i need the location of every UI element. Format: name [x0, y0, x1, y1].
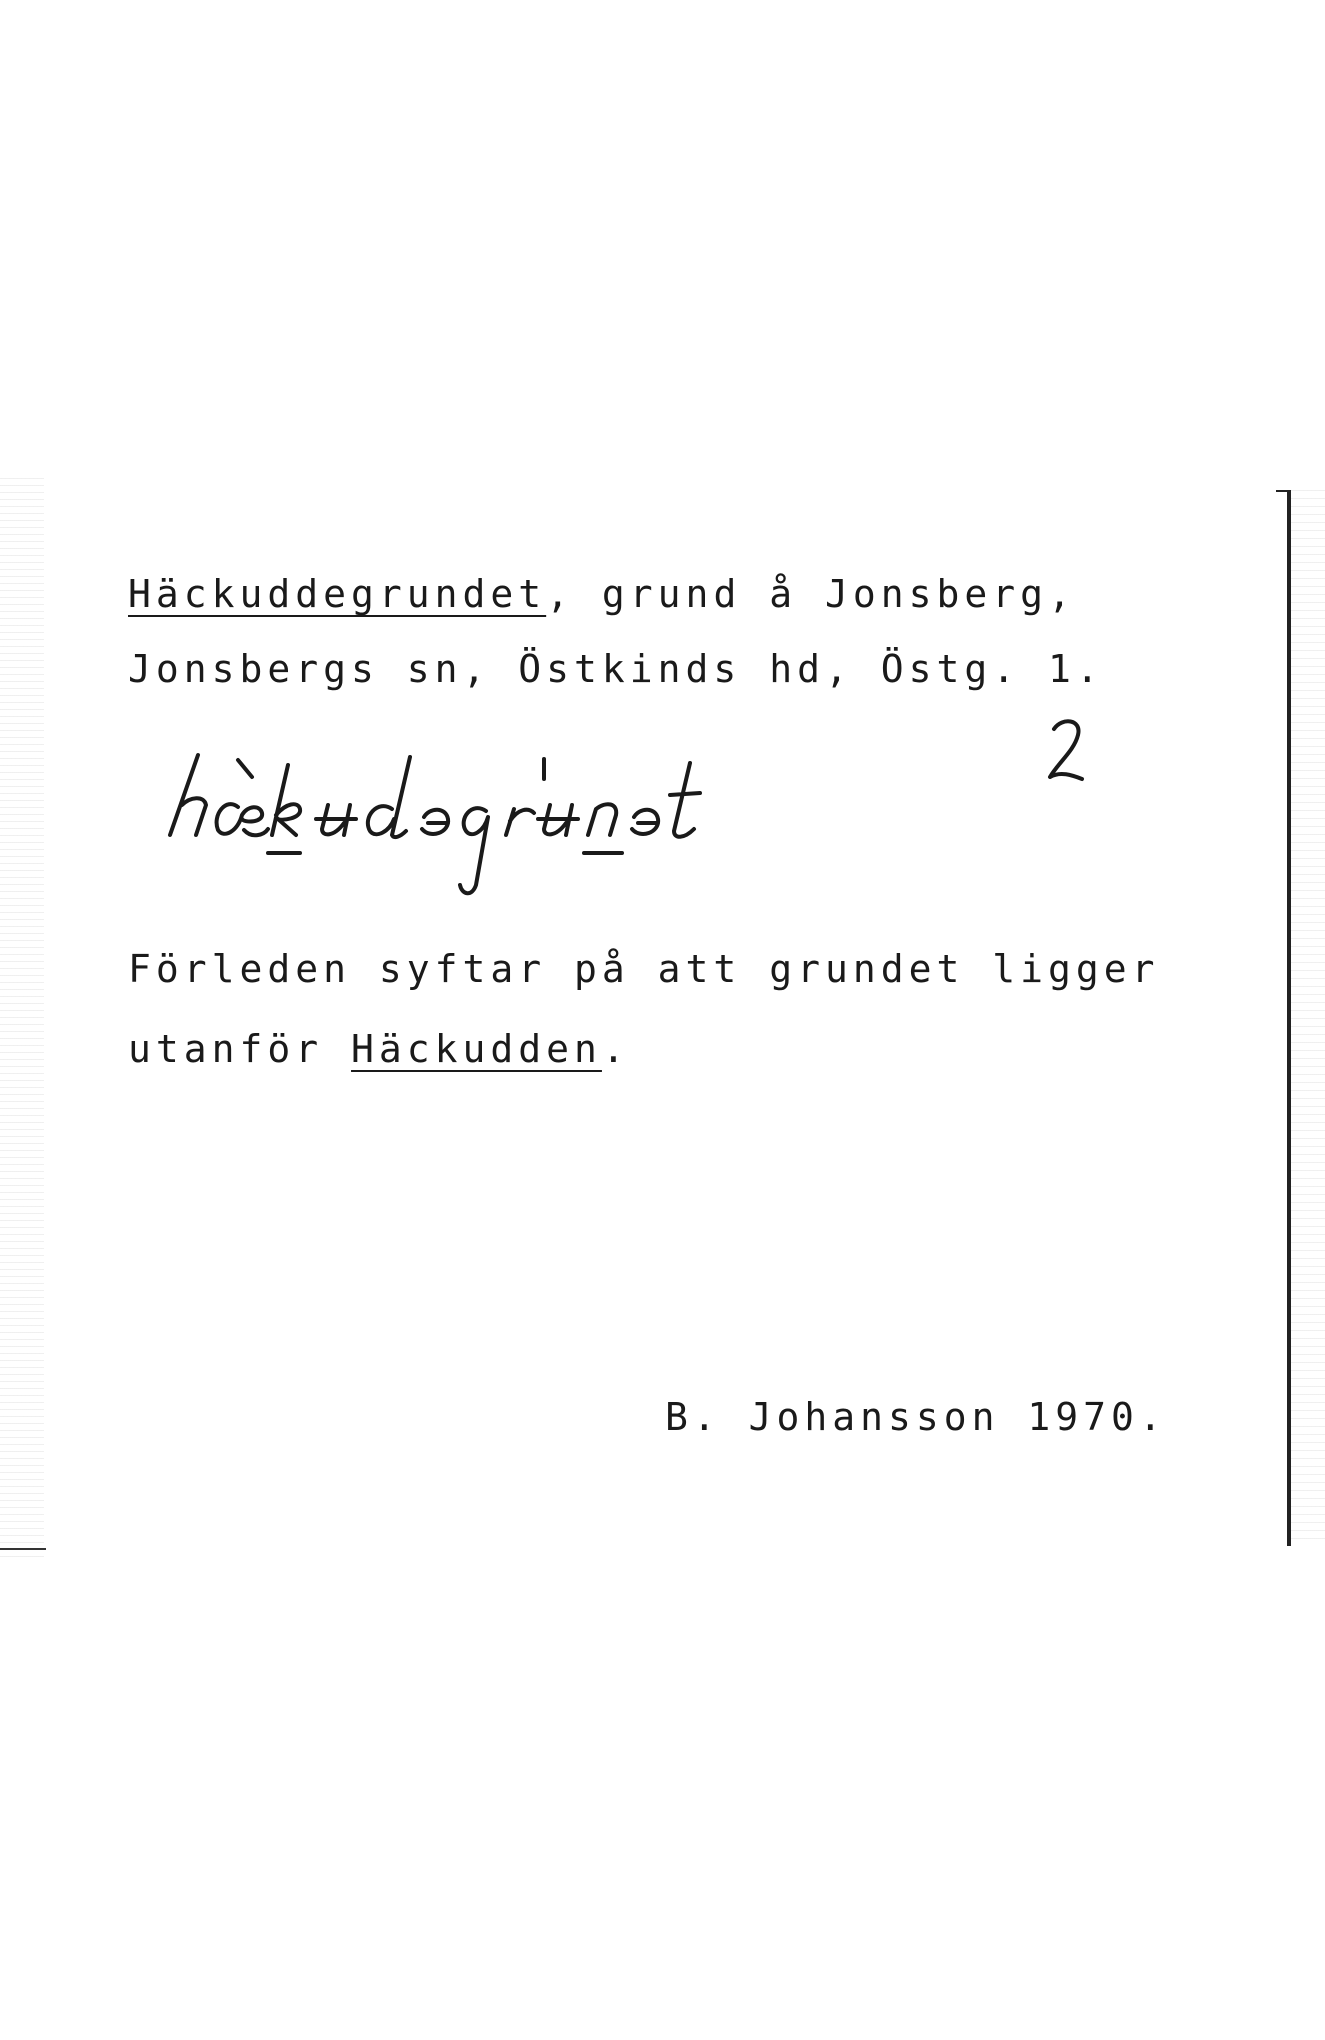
body-prefix: utanför: [128, 1027, 352, 1071]
card-right-border-tick: [1276, 490, 1290, 492]
card-right-border: [1287, 490, 1291, 1546]
heading-line-1: [128, 572, 1076, 616]
place-reference: Häckudden: [351, 1027, 602, 1071]
heading-location: , grund å Jonsberg,: [546, 572, 1076, 616]
author-signature: B. Johansson 1970.: [665, 1395, 1167, 1439]
place-name-heading: Häckuddegrundet: [128, 572, 547, 616]
body-line-2: [128, 1027, 630, 1071]
heading-line-2: Jonsbergs sn, Östkinds hd, Östg. 1.: [128, 647, 1104, 691]
body-line-1: Förleden syftar på att grundet ligger: [128, 947, 1160, 991]
card-left-edge-line: [0, 1548, 46, 1550]
body-suffix: .: [601, 1027, 630, 1071]
card-left-edge: [0, 478, 44, 1558]
card-right-edge: [1288, 490, 1325, 1546]
handwritten-pronunciation: [160, 735, 720, 915]
handwritten-number-2: [1042, 715, 1092, 785]
